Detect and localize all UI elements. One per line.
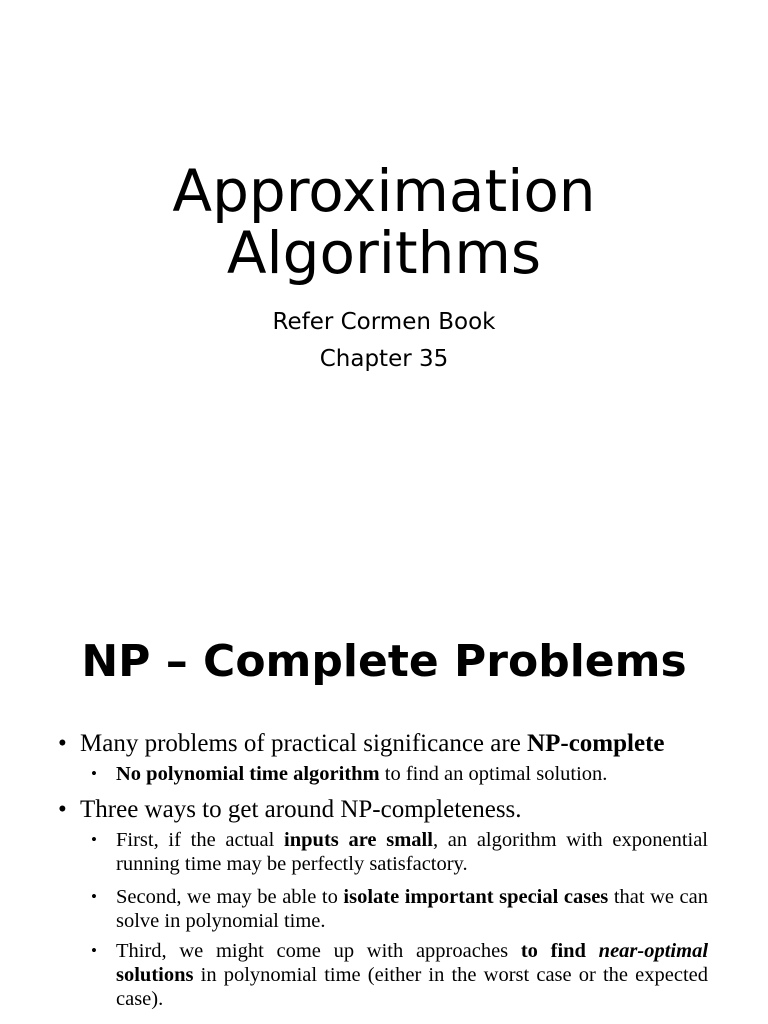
slide-title-line-1: Approximation	[172, 157, 596, 225]
slide-heading: NP – Complete Problems	[81, 636, 687, 687]
sub-bullet-third	[91, 939, 709, 1011]
sub-bullet-bold-italic-text: near-optimal	[598, 940, 709, 962]
bullet-icon: •	[58, 730, 67, 757]
sub-bullet-first	[91, 828, 709, 876]
sub-bullet-text: Third, we might come up with approaches	[116, 940, 521, 962]
sub-bullet-text: Second, we may be able to	[116, 886, 344, 908]
bullet-list	[58, 728, 708, 1011]
sub-bullet-icon: •	[91, 887, 97, 906]
sub-bullet-bold-text: isolate important special cases	[343, 886, 609, 908]
sub-bullet-second	[91, 885, 709, 933]
sub-bullet-text: that we can solve in polynomial time.	[116, 886, 709, 932]
sub-bullet-icon: •	[91, 941, 97, 960]
slide-title-line-2: Algorithms	[226, 219, 542, 287]
bullet-text: Many problems of practical significance are	[80, 730, 528, 757]
bullet-np-complete	[58, 728, 708, 760]
sub-bullet-text: to find an optimal solution.	[379, 763, 608, 785]
sub-bullet-text: in polynomial time (either in the worst case or the expected case).	[116, 964, 708, 1010]
bullet-bold-text: NP-complete	[527, 730, 665, 757]
subtitle-line-1: Refer Cormen Book	[272, 309, 496, 335]
bullet-icon: •	[58, 796, 67, 823]
sub-bullet-icon: •	[91, 764, 97, 783]
sub-bullet-text: , an algorithm with exponential running time may be perfectly satisfactory.	[116, 829, 709, 875]
sub-bullet-bold-text: inputs are small	[284, 829, 433, 851]
slide-subtitle	[0, 304, 768, 378]
sub-bullet-text: First, if the actual	[116, 829, 285, 851]
bullet-three-ways	[58, 794, 708, 826]
sub-bullet-no-polynomial	[91, 762, 708, 786]
sub-bullet-icon: •	[91, 830, 97, 849]
sub-bullet-bold-text: to find	[520, 940, 599, 962]
sub-bullet-bold-text: No polynomial time algorithm	[116, 763, 380, 785]
slide-title	[0, 157, 768, 287]
sub-bullet-bold-text: solutions	[116, 964, 194, 986]
subtitle-line-2: Chapter 35	[319, 346, 449, 372]
content-slide	[0, 512, 768, 1024]
bullet-text: Three ways to get around NP-completeness.	[80, 796, 522, 823]
